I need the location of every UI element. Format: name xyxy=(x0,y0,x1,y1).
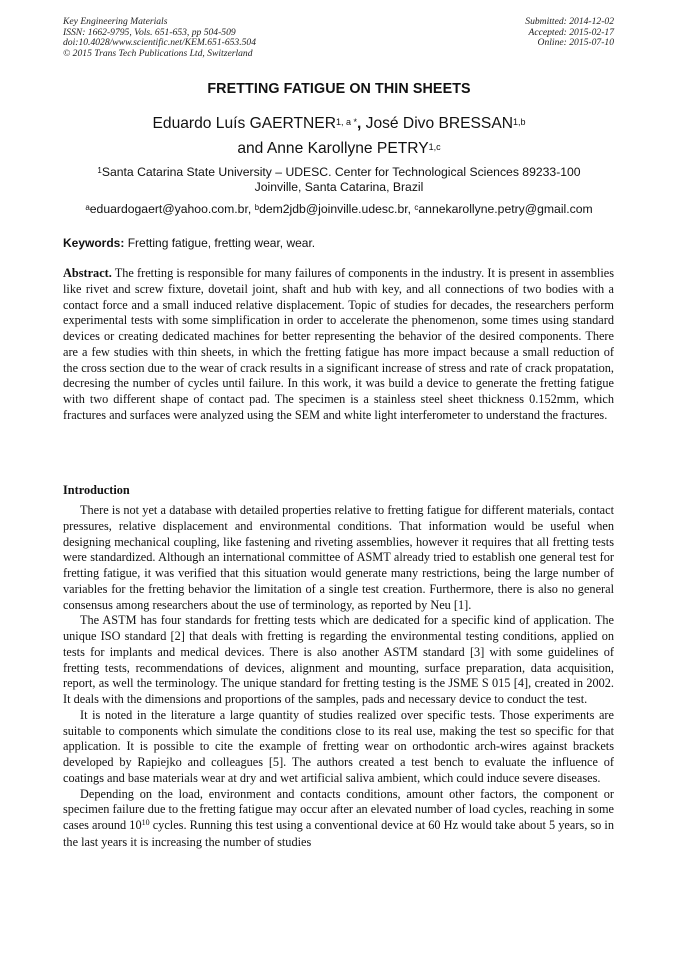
author-emails xyxy=(0,202,678,218)
submitted-date: Submitted: 2014-12-02 xyxy=(525,16,614,27)
keywords-label: Keywords: xyxy=(63,236,125,250)
email-c-sup: c xyxy=(414,203,419,212)
keywords xyxy=(63,236,315,250)
affiliation-sup: 1 xyxy=(97,166,102,175)
email-b-sup: b xyxy=(254,203,260,212)
email-a: eduardogaert@yahoo.com.br, xyxy=(89,202,255,216)
author-1-name: Eduardo Luís GAERTNER xyxy=(152,115,336,132)
introduction-body xyxy=(63,503,614,851)
paper-title: FRETTING FATIGUE ON THIN SHEETS xyxy=(207,81,471,97)
author-2-name: José Divo BRESSAN xyxy=(365,115,513,132)
introduction-heading: Introduction xyxy=(63,483,130,497)
authors-line-1 xyxy=(0,115,678,134)
intro-p4-text-a: Depending on the load, environment and contacts conditions, amount other factors, the component or specimen failure due to the fretting fatigue may occur after an elevated number of load cycles, reaching in some cases around 10 xyxy=(63,786,614,832)
journal-name: Key Engineering Materials xyxy=(63,16,168,27)
email-b: dem2jdb@joinville.udesc.br, xyxy=(259,202,415,216)
intro-p4-exponent: 10 xyxy=(141,818,150,827)
affiliation-line-2: Joinville, Santa Catarina, Brazil xyxy=(254,180,424,194)
author-2-sup: 1,b xyxy=(512,117,526,127)
authors-line-2 xyxy=(0,140,678,159)
intro-paragraph-2: The ASTM has four standards for fretting tests which are dedicated for a specific kind of application. The unique ISO standard [2] that deals with fretting is regarding the environmental testing conditions, applied on tests for implants and medical devices. There is also another ASTM standard [3] with some guidelines of fretting tests, recommendations of devices, alignment and mounting, surface preparation, data acquisition, report, as well the terminology. The unique standard for fretting testing is the JSME S 015 [4], created in 2002. It deals with the dimensions and proportions of the samples, pads and necessary device to conduct the test. xyxy=(63,613,614,706)
email-a-sup: a xyxy=(85,203,90,212)
intro-paragraph-4 xyxy=(63,787,614,851)
abstract-text: The fretting is responsible for many failures of components in the industry. It is present in assemblies like rivet and screw fixture, dovetail joint, shaft and hub with key, and all connections of two bodies with a contact force and a small induced relative displacement. Topic of studies for decades, the researchers perform experimental tests with some simplification in order to accelerate the phenomenon, some times using standard devices or creating dedicated machines for better representing the behavior of the desired components. There are a few studies with thin sheets, in which the fretting fatigue has more impact because a small reduction of the cross section due to the wear of crack results in a significant increase of stress and rate of crack propatation, decresing the number of cycles until failure. In this work, it was build a device to generate the fretting fatigue with two different shape of contact pad. The specimen is a stainless steel sheet thickness 0.152mm, which fractures and surfaces were analyzed using the SEM and white light interferometer to understand the fractures. xyxy=(63,266,614,422)
intro-p4-text-b: cycles. Running this test using a conventional device at 60 Hz would take about 5 years, so in the last years it is increasing the number of studies xyxy=(63,818,614,849)
keywords-text: Fretting fatigue, fretting wear, wear. xyxy=(124,236,316,250)
author-3-name: Anne Karollyne PETRY xyxy=(266,140,429,157)
affiliation-text-1: Santa Catarina State University – UDESC. Center for Technological Sciences 89233-100 xyxy=(101,165,581,179)
abstract xyxy=(63,266,614,424)
journal-header xyxy=(63,17,256,59)
journal-issn: ISSN: 1662-9795, Vols. 651-653, pp 504-509 xyxy=(63,26,236,38)
accepted-date: Accepted: 2015-02-17 xyxy=(528,26,614,38)
journal-copyright: © 2015 Trans Tech Publications Ltd, Switzerland xyxy=(63,47,253,59)
journal-doi: doi:10.4028/www.scientific.net/KEM.651-653.504 xyxy=(63,37,257,49)
online-date: Online: 2015-07-10 xyxy=(537,37,614,49)
dates-header xyxy=(525,17,614,49)
author-and: and xyxy=(237,140,267,157)
email-c: annekarollyne.petry@gmail.com xyxy=(418,202,593,216)
affiliation-line-1 xyxy=(0,165,678,181)
author-separator: , xyxy=(356,115,366,132)
intro-paragraph-1: There is not yet a database with detailed properties relative to fretting fatigue for different materials, contact pressures, relative displacement and environmental conditions. That information would be useful when designing mechanical coupling, like fastening and riveting assemblies, however it requires that all fretting tests were standardized. Although an international committee of ASMT already tried to establish one general test for fretting fatigue, it was verified that this situation would generate many restrictions, being the large number of variables for the fretting behavior the limitation of a single test creation. Furthermore, there is also no general consensus among researchers about the use of terminology, as reported by Neu [1]. xyxy=(63,503,614,612)
author-1-sup: 1, a * xyxy=(335,117,357,127)
abstract-label: Abstract. xyxy=(63,266,112,280)
author-3-sup: 1,c xyxy=(428,142,441,152)
intro-paragraph-3: It is noted in the literature a large quantity of studies realized over specific tests. Those experiments are suitable to components which simulate the conditions close to its real use, making the test so specific for that application. It is possible to cite the example of fretting wear on orthodontic arch-wires against brackets developed by Rapiejko and colleagues [5]. The authors created a test bench to evaluate the influence of coatings and base materials wear at dry and wet artificial saliva ambient, which could induce severe diseases. xyxy=(63,707,614,785)
